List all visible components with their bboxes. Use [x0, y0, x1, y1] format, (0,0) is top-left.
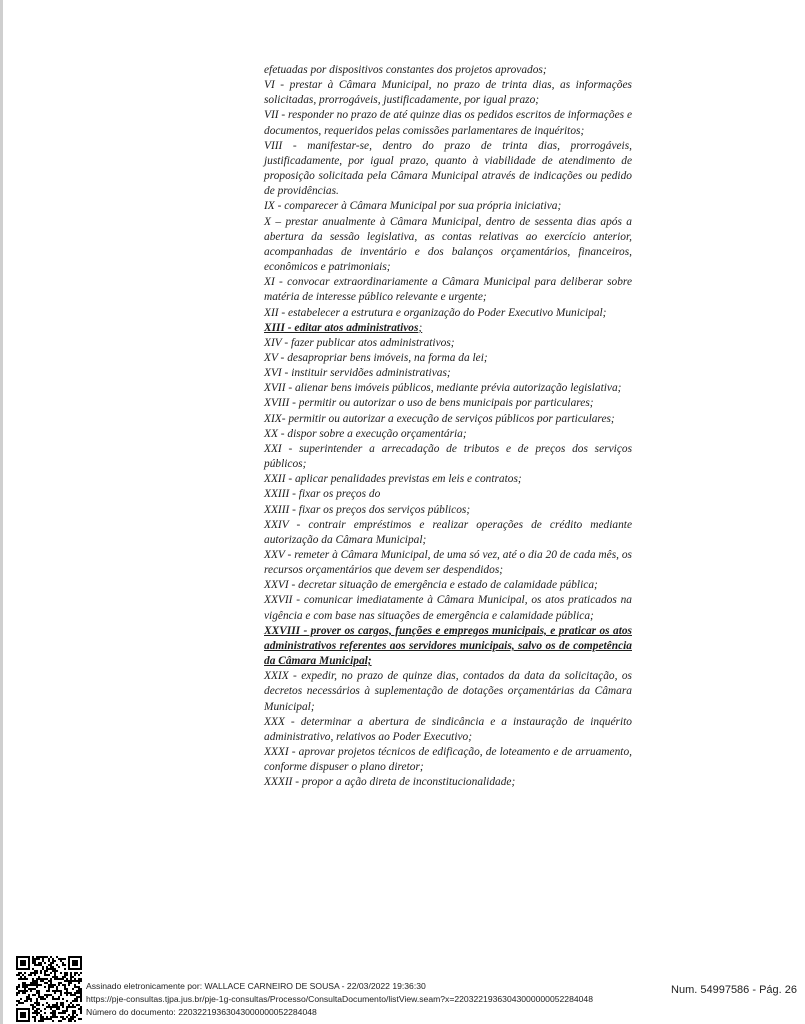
paragraph-text: XVII - alienar bens imóveis públicos, mediante prévia autorização legislativa;	[264, 382, 622, 395]
paragraph-text: XIV - fazer publicar atos administrativos;	[264, 336, 455, 349]
paragraph-text: XIII - editar atos administrativos	[264, 321, 419, 334]
document-paragraph	[264, 199, 632, 214]
paragraph-text: XXV - remeter à Câmara Municipal, de uma só vez, até o dia 20 de cada mês, os recursos orçamentários que devem ser despendidos;	[264, 549, 632, 577]
paragraph-text: XXII - aplicar penalidades previstas em leis e contratos;	[264, 473, 522, 486]
paragraph-text: IX - comparecer à Câmara Municipal por sua própria iniciativa;	[264, 200, 562, 213]
document-paragraph	[264, 503, 632, 518]
paragraph-text: XII - estabelecer a estrutura e organização do Poder Executivo Municipal;	[264, 306, 607, 319]
page-left-edge	[0, 0, 3, 1024]
paragraph-text: VI - prestar à Câmara Municipal, no prazo de trinta dias, as informações solicitadas, prorrogáveis, justificadamente, por igual prazo;	[264, 79, 632, 107]
document-paragraph	[264, 518, 632, 548]
page-number: Num. 54997586 - Pág. 26	[671, 984, 797, 996]
document-paragraph	[264, 578, 632, 593]
paragraph-text: XXXI - aprovar projetos técnicos de edificação, de loteamento e de arruamento, conforme dispuser o plano diretor;	[264, 746, 632, 774]
document-paragraph	[264, 487, 632, 502]
document-paragraph	[264, 215, 632, 276]
document-paragraph	[264, 396, 632, 411]
paragraph-text: VIII - manifestar-se, dentro do prazo de trinta dias, prorrogáveis, justificadamente, por igual prazo, quanto à viabilidade de atendimento de proposição solicitada pela Câmara Municipal através de indicações ou pedido de providências.	[264, 139, 632, 198]
document-paragraph	[264, 745, 632, 775]
document-paragraph	[264, 139, 632, 200]
document-paragraph	[264, 715, 632, 745]
document-paragraph	[264, 412, 632, 427]
document-paragraph	[264, 366, 632, 381]
paragraph-text: XXX - determinar a abertura de sindicância e a instauração de inquérito administrativo, relativos ao Poder Executivo;	[264, 715, 632, 743]
paragraph-text: XVIII - permitir ou autorizar o uso de bens municipais por particulares;	[264, 397, 594, 410]
paragraph-text: XXXII - propor a ação direta de inconstitucionalidade;	[264, 776, 516, 789]
document-paragraph	[264, 442, 632, 472]
document-number-text: Número do documento: 22032219363043000000052284048	[86, 1007, 317, 1017]
paragraph-text: XIX- permitir ou autorizar a execução de serviços públicos por particulares;	[264, 412, 615, 425]
document-paragraph	[264, 351, 632, 366]
document-body	[264, 63, 632, 791]
paragraph-text: XXI - superintender a arrecadação de tributos e de preços dos serviços públicos;	[264, 442, 632, 471]
paragraph-text: XXIII - fixar os preços dos serviços públicos;	[264, 503, 471, 516]
qr-code-icon[interactable]	[16, 956, 82, 1022]
document-paragraph	[264, 775, 632, 790]
paragraph-text: XVI - instituir servidões administrativas;	[264, 367, 451, 380]
document-paragraph	[264, 108, 632, 138]
document-paragraph	[264, 78, 632, 108]
document-paragraph	[264, 669, 632, 714]
document-paragraph	[264, 472, 632, 487]
document-paragraph	[264, 381, 632, 396]
document-paragraph	[264, 63, 632, 78]
signature-block	[86, 980, 593, 1019]
document-paragraph	[264, 306, 632, 321]
document-paragraph	[264, 593, 632, 623]
document-paragraph	[264, 427, 632, 442]
document-paragraph	[264, 624, 632, 669]
paragraph-text: X – prestar anualmente à Câmara Municipal, dentro de sessenta dias após a abertura da sessão legislativa, as contas relativas ao exercício anterior, acompanhadas de inventário e dos balanços orçamentários, financeiros, econômicos e patrimoniais;	[264, 215, 632, 274]
signed-by-text: Assinado eletronicamente por: WALLACE CARNEIRO DE SOUSA - 22/03/2022 19:36:30	[86, 981, 426, 991]
signature-footer	[0, 950, 805, 1024]
paragraph-text: XXVII - comunicar imediatamente à Câmara Municipal, os atos praticados na vigência e com base nas situações de emergência e calamidade pública;	[264, 594, 632, 622]
paragraph-text: XXIII - fixar os preços do	[264, 488, 381, 501]
document-paragraph	[264, 548, 632, 578]
paragraph-text: XXVI - decretar situação de emergência e estado de calamidade pública;	[264, 579, 598, 592]
paragraph-text: XX - dispor sobre a execução orçamentária;	[264, 427, 467, 440]
paragraph-text: XXIX - expedir, no prazo de quinze dias, contados da data da solicitação, os decretos necessários à suplementação de dotações orçamentárias da Câmara Municipal;	[264, 670, 632, 713]
document-paragraph	[264, 275, 632, 305]
paragraph-text: XV - desapropriar bens imóveis, na forma da lei;	[264, 351, 488, 364]
document-paragraph	[264, 336, 632, 351]
paragraph-text: XXVIII - prover os cargos, funções e empregos municipais, e praticar os atos administrativos referentes aos servidores municipais, salvo os de competência da Câmara Municipal;	[264, 624, 632, 668]
paragraph-text: VII - responder no prazo de até quinze dias os pedidos escritos de informações e documentos, requeridos pelas comissões parlamentares de inquéritos;	[264, 109, 632, 137]
document-paragraph	[264, 321, 632, 336]
paragraph-text: XXIV - contrair empréstimos e realizar operações de crédito mediante autorização da Câmara Municipal;	[264, 518, 632, 546]
paragraph-text: XI - convocar extraordinariamente a Câmara Municipal para deliberar sobre matéria de interesse público relevante e urgente;	[264, 276, 632, 304]
paragraph-suffix: ;	[418, 321, 423, 334]
document-url-link[interactable]: https://pje-consultas.tjpa.jus.br/pje-1g-consultas/Processo/ConsultaDocumento/listView.seam?x=22032219363043000000052284048	[86, 994, 593, 1004]
paragraph-text: efetuadas por dispositivos constantes dos projetos aprovados;	[264, 64, 547, 76]
